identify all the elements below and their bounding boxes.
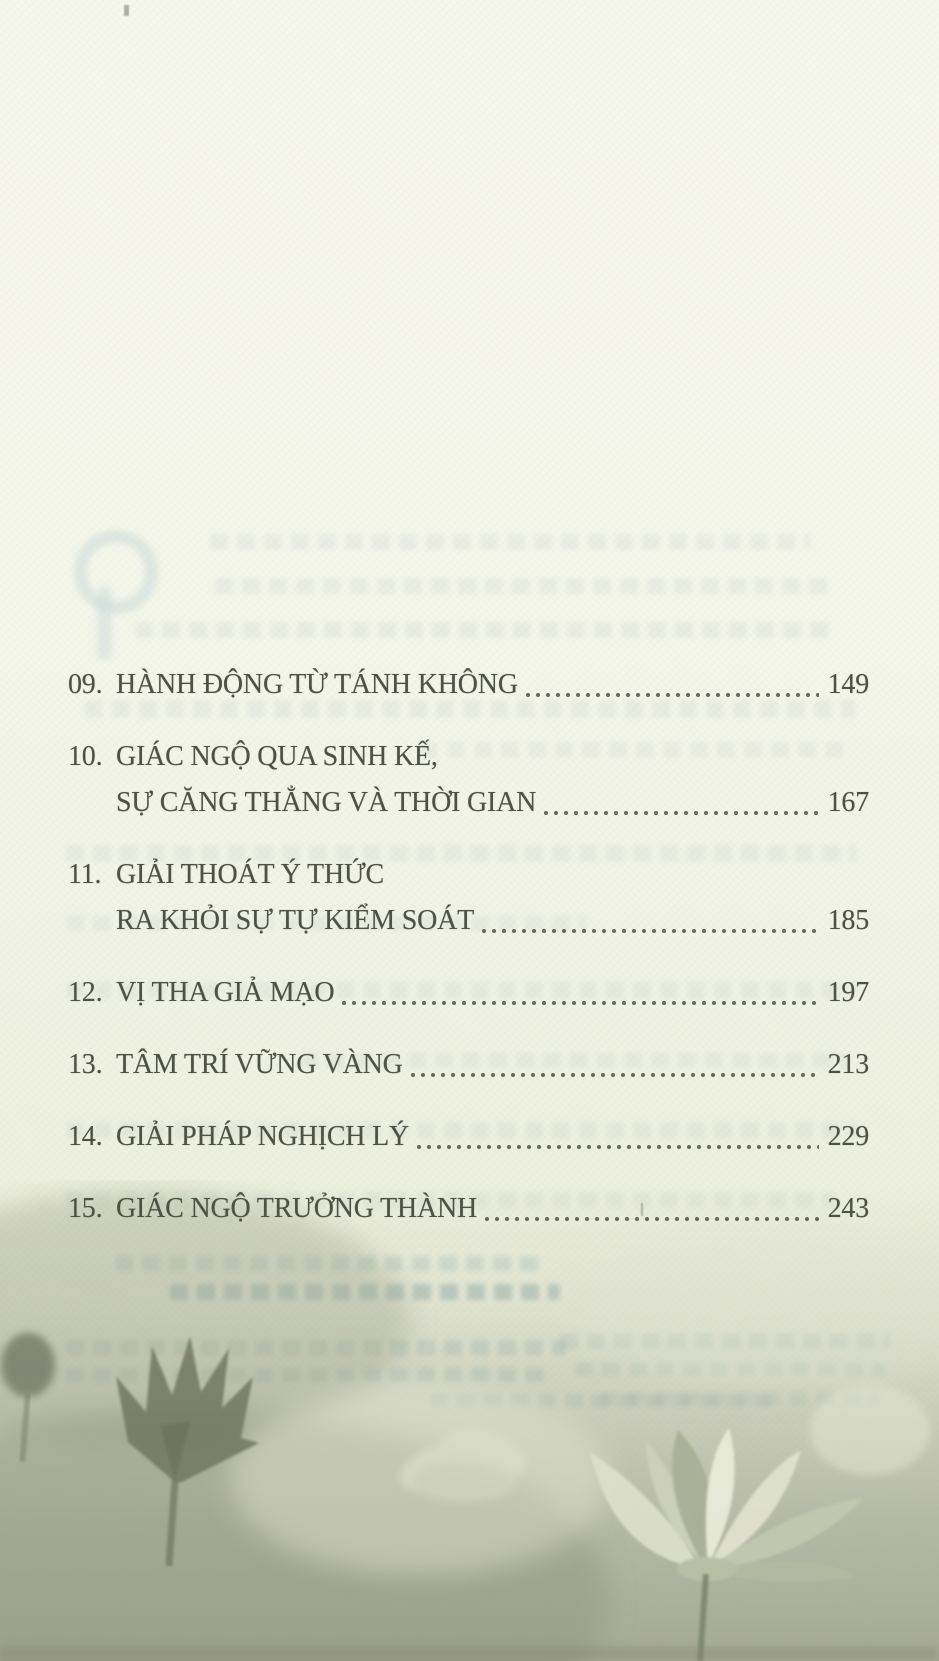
toc-entry	[68, 662, 869, 708]
dot-leader	[479, 898, 819, 944]
toc-entry-title: VỊ THA GIẢ MẠO	[116, 977, 335, 1008]
toc-entry-page-number: 185	[827, 905, 869, 936]
bottom-shadow	[0, 1646, 939, 1661]
ghost-text-line	[135, 622, 835, 638]
dot-leader	[339, 970, 818, 1016]
ghost-dropcap-tail	[97, 586, 112, 660]
dot-leader	[414, 1114, 819, 1160]
toc-entry-number: 13.	[68, 1049, 103, 1080]
toc-entry-line	[116, 780, 869, 826]
toc-entry-number: 14.	[68, 1121, 103, 1152]
toc-entry-number: 15.	[68, 1193, 103, 1224]
dot-leader	[541, 780, 818, 826]
toc-entry-title: GIẢI THOÁT Ý THỨC	[116, 859, 384, 890]
toc-entry-number: 10.	[68, 741, 103, 772]
toc-entry-line	[116, 1114, 869, 1160]
toc-entry-number: 12.	[68, 977, 103, 1008]
toc-entry	[68, 1186, 869, 1232]
toc-entry-page-number: 243	[827, 1193, 869, 1224]
toc-entry-line	[116, 734, 869, 780]
toc-entry-line	[116, 852, 869, 898]
toc-entry-page-number: 167	[827, 787, 869, 818]
dot-leader	[482, 1186, 819, 1232]
toc-entry-line	[116, 1042, 869, 1088]
toc-entry-title: TÂM TRÍ VỮNG VÀNG	[116, 1049, 403, 1080]
toc-entry-title: GIẢI PHÁP NGHỊCH LÝ	[116, 1121, 410, 1152]
toc-entry-number: 09.	[68, 669, 103, 700]
dot-leader	[523, 662, 819, 708]
toc-entry-title: HÀNH ĐỘNG TỪ TÁNH KHÔNG	[116, 669, 518, 700]
toc-entry-title: SỰ CĂNG THẲNG VÀ THỜI GIAN	[116, 787, 537, 818]
toc-entry	[68, 852, 869, 944]
toc-entry-title: GIÁC NGỘ TRƯỞNG THÀNH	[116, 1193, 478, 1224]
toc-entry-number: 11.	[68, 859, 102, 890]
toc-entry-page-number: 197	[827, 977, 869, 1008]
ghost-dropcap-ring	[74, 530, 158, 614]
toc-entry	[68, 970, 869, 1016]
ghost-text-line	[210, 534, 810, 550]
scan-speck	[641, 1203, 643, 1216]
toc-entry	[68, 734, 869, 826]
ghost-text-line	[215, 578, 835, 594]
toc-entry-title: GIÁC NGỘ QUA SINH KẾ,	[116, 741, 438, 772]
toc-entry-line	[116, 970, 869, 1016]
table-of-contents	[68, 662, 869, 1258]
toc-entry	[68, 1114, 869, 1160]
mist-patch	[810, 1385, 930, 1475]
toc-entry-line	[116, 662, 869, 708]
toc-entry-page-number: 229	[827, 1121, 869, 1152]
toc-entry	[68, 1042, 869, 1088]
toc-entry-title: RA KHỎI SỰ TỰ KIỂM SOÁT	[116, 905, 475, 936]
scan-speck	[124, 5, 129, 16]
toc-entry-line	[116, 1186, 869, 1232]
toc-entry-line	[116, 898, 869, 944]
toc-entry-page-number: 149	[827, 669, 869, 700]
dot-leader	[408, 1042, 819, 1088]
toc-entry-page-number: 213	[827, 1049, 869, 1080]
